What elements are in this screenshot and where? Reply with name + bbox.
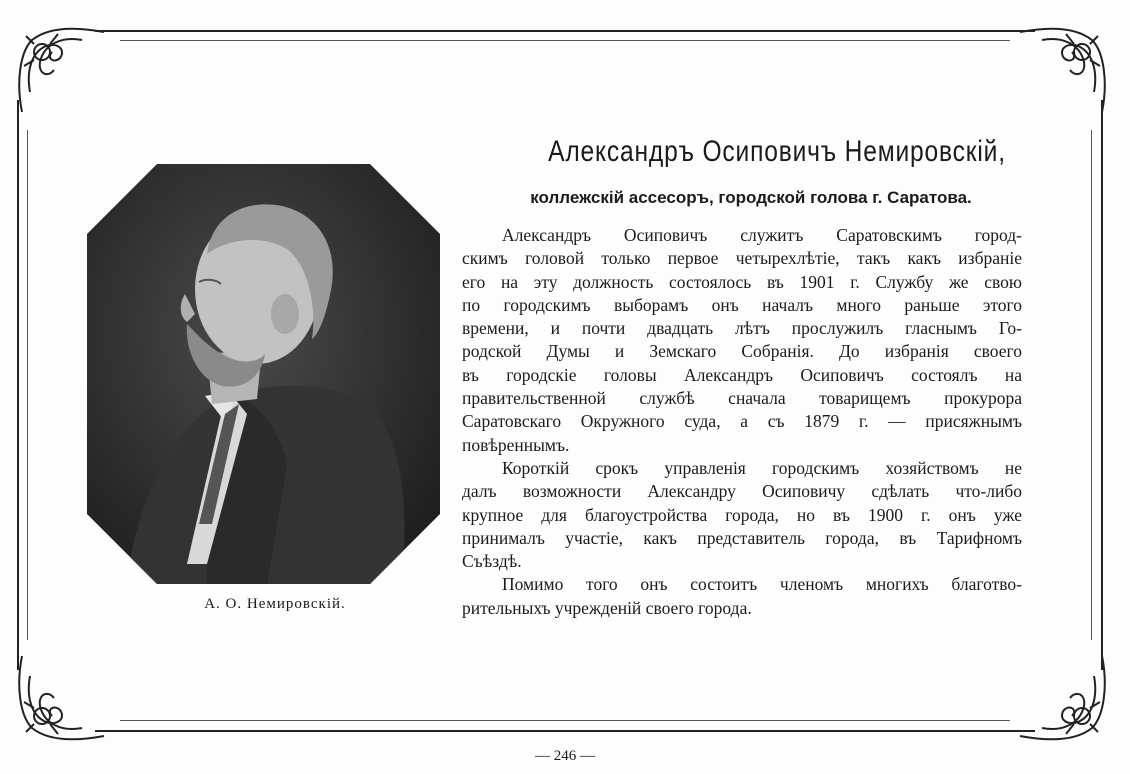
- portrait-caption: А. О. Немировскій.: [204, 596, 346, 612]
- paragraph-1: [462, 224, 1022, 457]
- text-line: правительственной службѣ сначала товарищемъ прокурора: [462, 388, 1022, 409]
- text-line: крупное для благоустройства города, но въ 1900 г. онъ уже: [462, 504, 1022, 525]
- text-line: скимъ головой только первое четырехлѣтіе, такъ какъ избраніе: [462, 248, 1022, 269]
- text-line: родской Думы и Земскаго Собранія. До избранія своего: [462, 341, 1022, 362]
- text-line: Саратовскаго Окружного суда, а съ 1879 г. — присяжнымъ: [462, 411, 1022, 432]
- text-line: рительныхъ учрежденій своего города.: [462, 597, 752, 618]
- paragraph-2: [462, 457, 1022, 573]
- text-line: по городскимъ выборамъ онъ началъ много раньше этого: [462, 294, 1022, 315]
- ornament-top-right-icon: [1016, 22, 1112, 118]
- biography-text: [462, 224, 1022, 620]
- paragraph-3: [462, 573, 1022, 620]
- text-line: времени, и почти двадцать лѣтъ прослужилъ гласнымъ Го-: [462, 318, 1022, 339]
- page-number: — 246 —: [535, 748, 595, 764]
- text-line: принималъ участіе, какъ представитель города, въ Тарифномъ: [462, 527, 1022, 548]
- text-line: Александръ Осиповичъ служитъ Саратовскимъ город-: [502, 225, 1022, 245]
- ornament-top-left-icon: [12, 22, 108, 118]
- ornament-bottom-right-icon: [1016, 650, 1112, 746]
- text-line: въ городскіе головы Александръ Осиповичъ состоялъ на: [462, 364, 1022, 385]
- ornament-bottom-left-icon: [12, 650, 108, 746]
- portrait-photo: [87, 164, 440, 584]
- text-line: далъ возможности Александру Осиповичу сдѣлать что-либо: [462, 481, 1022, 502]
- page-subtitle: коллежскій ассесоръ, городской голова г. Саратова.: [530, 188, 972, 207]
- page-title: Александръ Осиповичъ Немировскій,: [548, 135, 1006, 168]
- text-line: Короткій срокъ управленія городскимъ хозяйствомъ не: [502, 457, 1022, 478]
- text-line: Помимо того онъ состоитъ членомъ многихъ благотво-: [502, 574, 1022, 595]
- text-line: Съѣздѣ.: [462, 551, 522, 572]
- text-line: его на эту должность состоялось въ 1901 г. Службу же свою: [462, 271, 1022, 292]
- text-line: повѣреннымъ.: [462, 434, 570, 455]
